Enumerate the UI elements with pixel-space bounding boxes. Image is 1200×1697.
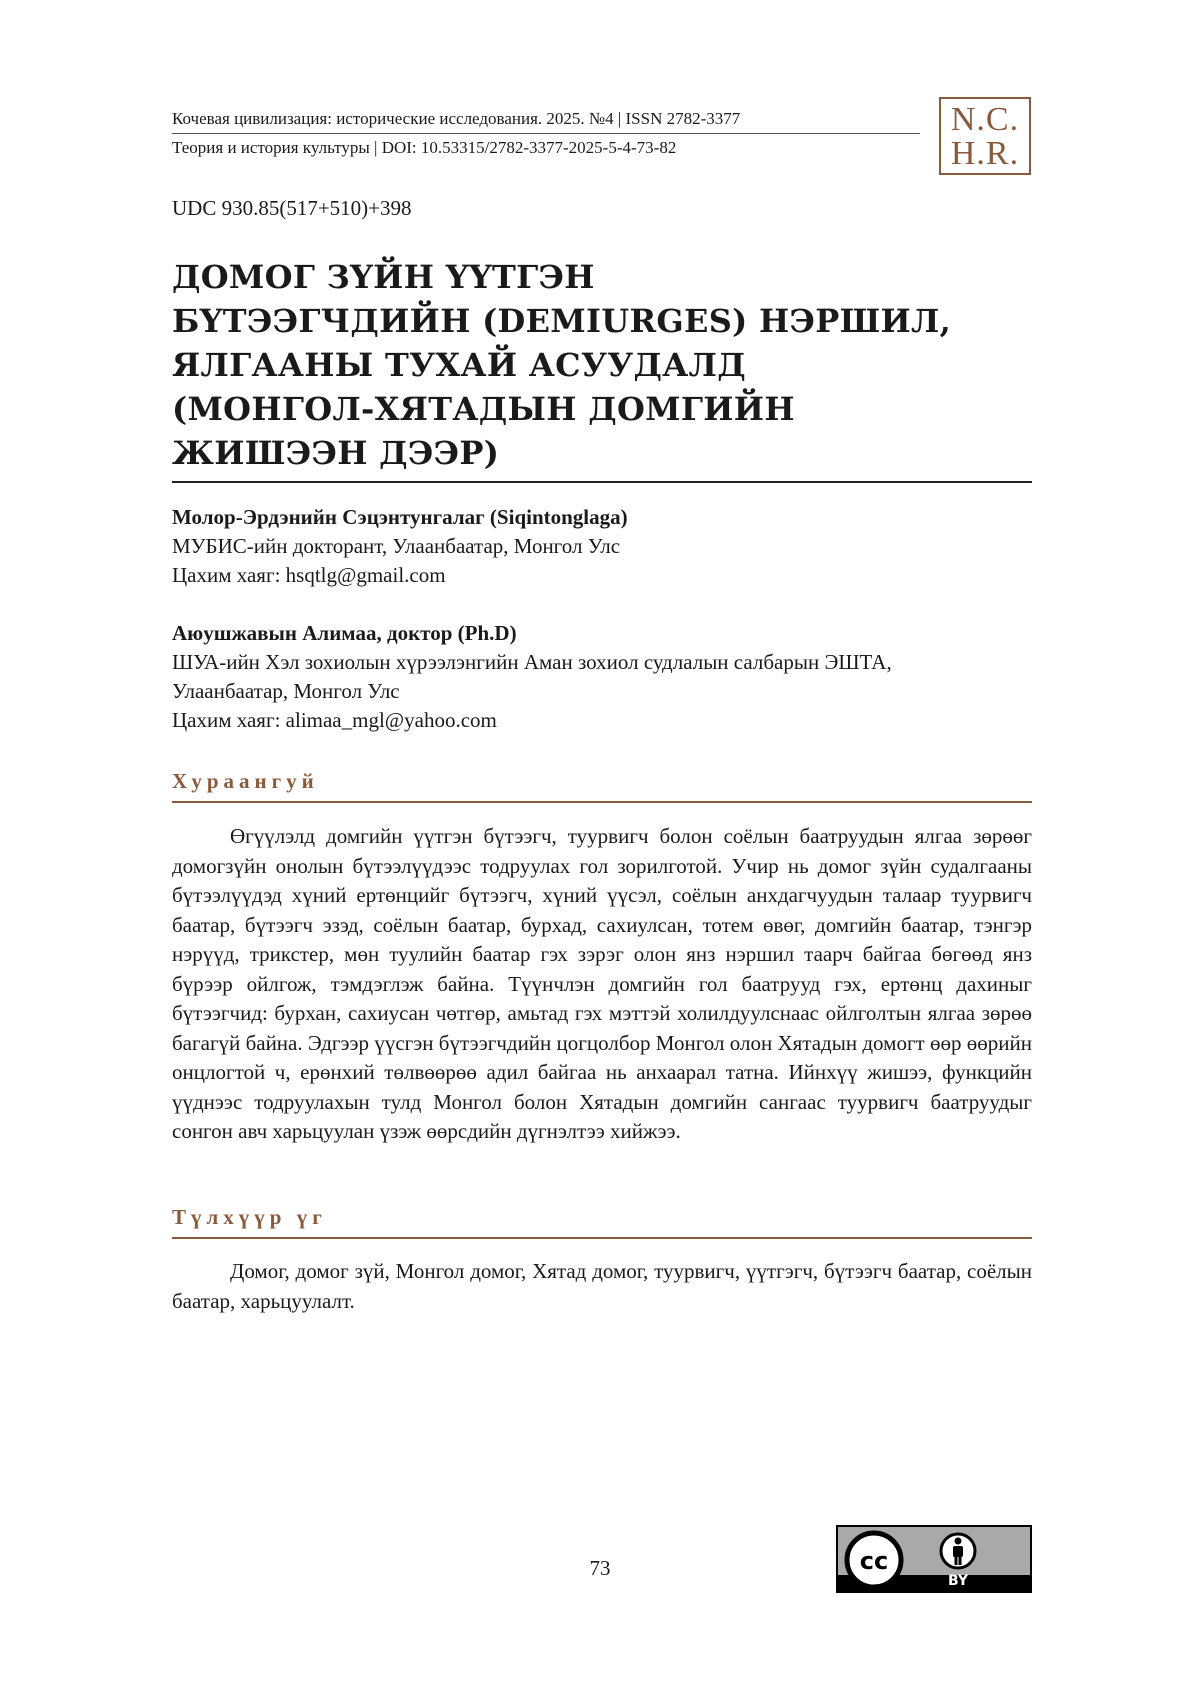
- author-2: [172, 619, 1032, 735]
- license-label: BY: [947, 1573, 969, 1589]
- abstract-heading: Хураангуй: [172, 769, 319, 793]
- page-number: 73: [589, 1556, 611, 1580]
- title-line: (МОНГОЛ-ХЯТАДЫН ДОМГИЙН: [172, 390, 795, 428]
- logo-line2: H.R.: [950, 135, 1020, 172]
- abstract-text: Өгүүлэлд домгийн үүтгэн бүтээгч, туурвигч болон соёлын баатруудын ялгаа зөрөөг домогзүйн онолын бүтээлүүдээс тодруулах гол зорилготой. Учир нь домог зүйн судалгааны бүтээлүүдэд хүний ертөнцийг бүтээгч, хүний үүсэл, соёлын анхдагчуудын талаар туурвигч баатар, бүтээгч эзэд, соёлын баатар, бурхад, сахиулсан, тотем өвөг, домгийн баатар, тэнгэр нэрүүд, трикстер, мөн туулийн баатар гэх зэрэг олон янз нэршил таарч байгаа бөгөөд янз бүрээр ойлгож, тэмдэглэж байна. Түүнчлэн домгийн гол баатрууд гэх, ертөнц дахиныг бүтээгчид: бурхан, сахиусан чөтгөр, амьтад гэх мэттэй холилдуулснаас ойлголтын ялгаа зөрөө багагүй байна. Эдгээр үүсгэн бүтээгчдийн цогцолбор Монгол олон Хятадын домогт өөр өөрийн онцлогтой ч, ерөнхий төлвөөрөө адил байгаа нь анхаарал татна. Ийнхүү жишээ, функцийн үүднээс тодруулахын тулд Монгол болон Хятадын домгийн сангаас туурвигч баатруудыг сонгон авч харьцуулан үзэж өөрсдийн дүгнэлтээ хийжээ.: [172, 824, 1032, 1143]
- logo-line1: N.C.: [950, 101, 1020, 138]
- svg-text:cc: cc: [859, 1547, 889, 1575]
- cc-by-icon: [836, 1525, 1032, 1593]
- title-line: ДОМОГ ЗҮЙН ҮҮТГЭН: [172, 258, 595, 296]
- journal-line: Кочевая цивилизация: исторические исследования. 2025. №4 | ISSN 2782-3377: [172, 109, 741, 128]
- cc-logo-icon: [838, 1527, 1030, 1591]
- author-name: Аюушжавын Алимаа, доктор (Ph.D): [172, 621, 517, 645]
- title-line: БҮТЭЭГЧДИЙН (DEMIURGES) НЭРШИЛ,: [172, 302, 952, 340]
- title-line: ЖИШЭЭН ДЭЭР): [172, 434, 500, 472]
- title-divider: [172, 481, 1032, 483]
- journal-header: [172, 108, 920, 159]
- title-line: ЯЛГААНЫ ТУХАЙ АСУУДАЛД: [172, 346, 746, 384]
- author-email: Цахим хаяг: hsqtlg@gmail.com: [172, 563, 446, 587]
- author-affiliation: Улаанбаатар, Монгол Улс: [172, 679, 400, 703]
- author-email: Цахим хаяг: alimaa_mgl@yahoo.com: [172, 708, 497, 732]
- journal-logo: [939, 97, 1031, 175]
- author-1: [172, 503, 1032, 590]
- keywords-text: Домог, домог зүй, Монгол домог, Хятад домог, туурвигч, үүтгэгч, бүтээгч баатар, соёлын баатар, харьцуулалт.: [172, 1259, 1032, 1313]
- keywords-heading: Түлхүүр үг: [172, 1205, 327, 1229]
- author-name: Молор-Эрдэнийн Сэцэнтунгалаг (Siqintonglaga): [172, 505, 628, 529]
- abstract-divider: [172, 801, 1032, 803]
- udc-code: UDC 930.85(517+510)+398: [172, 196, 412, 220]
- article-title: [172, 255, 1032, 475]
- section-doi-line: Теория и история культуры | DOI: 10.53315/2782-3377-2025-5-4-73-82: [172, 138, 677, 157]
- header-divider: [172, 133, 920, 134]
- author-affiliation: МУБИС-ийн докторант, Улаанбаатар, Монгол Улс: [172, 534, 621, 558]
- keywords-divider: [172, 1237, 1032, 1239]
- author-affiliation: ШУА-ийн Хэл зохиолын хүрээлэнгийн Аман зохиол судлалын салбарын ЭШТА,: [172, 650, 892, 674]
